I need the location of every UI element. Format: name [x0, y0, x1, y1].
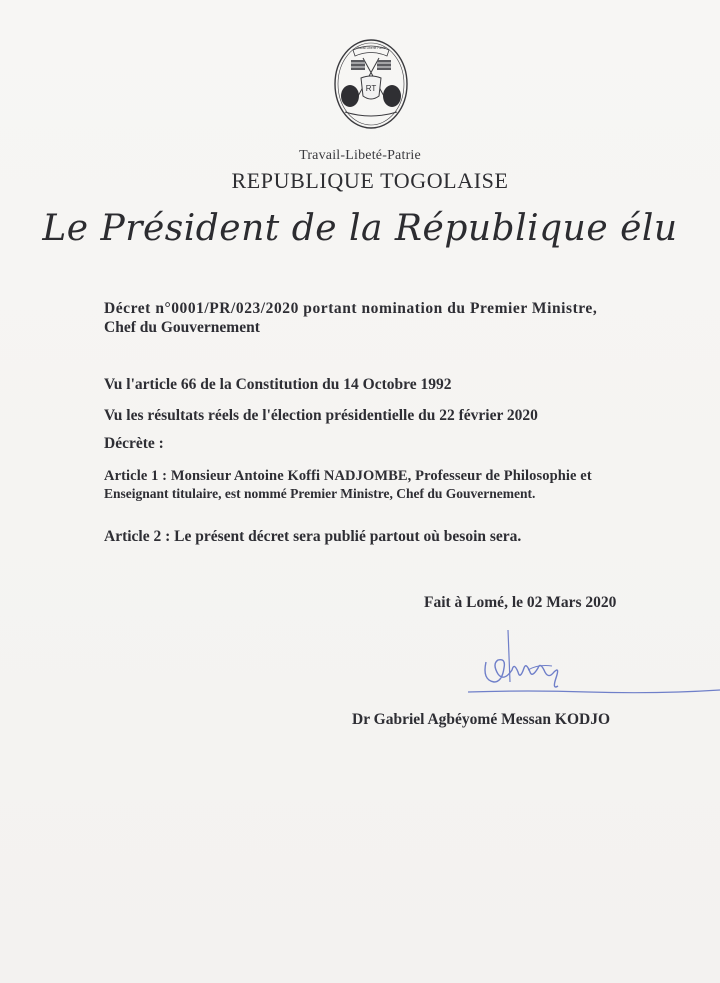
- consideration-constitution: Vu l'article 66 de la Constitution du 14 Octobre 1992: [104, 376, 452, 393]
- signatory-name: Dr Gabriel Agbéyomé Messan KODJO: [352, 711, 611, 728]
- article-1-line-1: Article 1 : Monsieur Antoine Koffi NADJOMBE, Professeur de Philosophie et: [104, 468, 592, 484]
- decree-title-line-1: Décret n°0001/PR/023/2020 portant nomination du Premier Ministre,: [104, 300, 598, 317]
- republic-name: REPUBLIQUE TOGOLAISE: [231, 168, 509, 193]
- national-motto: Travail-Libeté-Patrie: [299, 148, 421, 163]
- svg-text:RT: RT: [365, 84, 377, 93]
- republic-seal-emblem: [333, 38, 409, 130]
- decrete-label: Décrète :: [104, 435, 164, 452]
- article-1-line-2: Enseignant titulaire, est nommé Premier Ministre, Chef du Gouvernement.: [104, 486, 536, 501]
- document-heading: Le Président de la République élu: [42, 208, 678, 249]
- consideration-election: Vu les résultats réels de l'élection présidentielle du 22 février 2020: [104, 407, 538, 424]
- svg-text:Travail Liberté Patrie: Travail Liberté Patrie: [356, 46, 386, 50]
- article-2: Article 2 : Le présent décret sera publié partout où besoin sera.: [104, 528, 522, 545]
- place-and-date: Fait à Lomé, le 02 Mars 2020: [424, 594, 617, 611]
- decree-title-line-2: Chef du Gouvernement: [104, 319, 260, 336]
- handwritten-signature: [468, 622, 720, 707]
